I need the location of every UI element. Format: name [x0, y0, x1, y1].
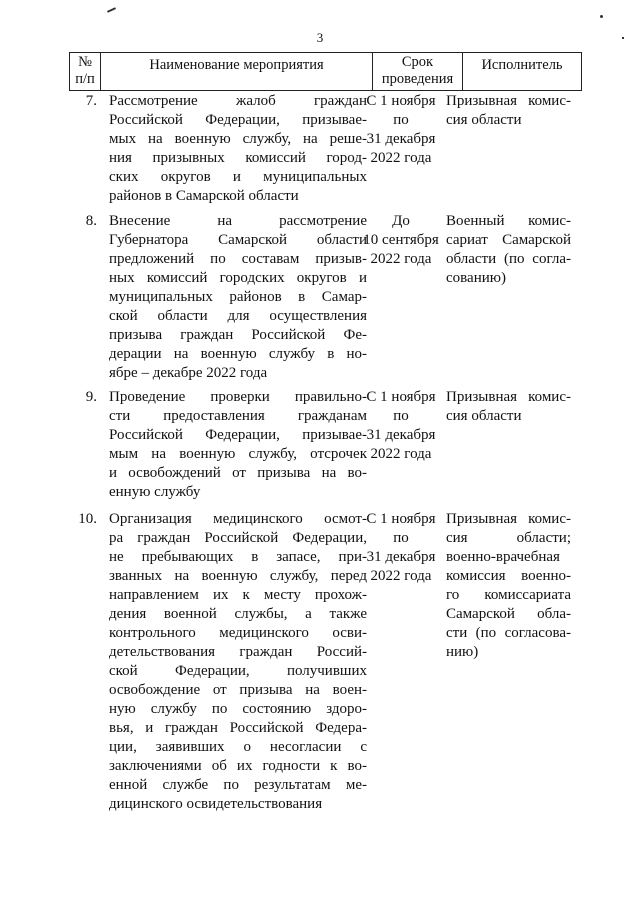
- text-line: С 1 ноября: [366, 93, 436, 109]
- text-line: званных на военную службу, перед: [109, 568, 367, 584]
- text-line: 31 декабря: [366, 549, 436, 565]
- text-line: по: [393, 530, 409, 546]
- header-executor: Исполнитель: [463, 53, 582, 90]
- text-line: С 1 ноября: [366, 389, 436, 405]
- text-line: дицинского освидетельствования: [109, 796, 323, 812]
- text-line: мым на военную службу, отсрочек: [109, 446, 367, 462]
- text-line: сованию): [446, 270, 506, 286]
- text-line: дерации на военную службу в но-: [109, 346, 367, 362]
- text-line: сти предоставления гражданам: [109, 408, 367, 424]
- text-line: Организация медицинского осмот-: [109, 511, 367, 527]
- text-line: 31 декабря: [366, 131, 436, 147]
- row-event-name: [109, 212, 367, 383]
- text-line: ской области для осуществления: [109, 308, 367, 324]
- text-line: сия области: [446, 112, 522, 128]
- scan-mark: [107, 7, 116, 13]
- text-line: направлением их к месту прохож-: [109, 587, 367, 603]
- text-line: 31 декабря: [366, 427, 436, 443]
- text-line: енной службе по результатам ме-: [109, 777, 367, 793]
- text-line: 2022 года: [370, 251, 432, 267]
- text-line: дения военной службы, а также: [109, 606, 367, 622]
- text-line: комиссия военно-: [446, 568, 571, 584]
- text-line: Рассмотрение жалоб граждан: [109, 93, 367, 109]
- row-term: [351, 388, 451, 464]
- text-line: Призывная комис-: [446, 511, 571, 527]
- text-line: области (по согла-: [446, 251, 571, 267]
- row-number: 7.: [85, 93, 97, 109]
- row-executor: [446, 510, 571, 662]
- text-line: До: [392, 213, 410, 229]
- text-line: сия области;: [446, 530, 571, 546]
- row-number: 9.: [85, 389, 97, 405]
- text-line: нию): [446, 644, 479, 660]
- row-number: 8.: [85, 213, 97, 229]
- text-line: сия области: [446, 408, 522, 424]
- text-line: Проведение проверки правильно-: [109, 389, 367, 405]
- row-term: [351, 212, 451, 269]
- text-line: Самарской обла-: [446, 606, 571, 622]
- header-term: Срок проведения: [373, 53, 463, 90]
- text-line: сариат Самарской: [446, 232, 571, 248]
- text-line: Российской Федерации, призывае-: [109, 427, 367, 443]
- text-line: по: [393, 112, 409, 128]
- text-line: 2022 года: [370, 150, 432, 166]
- table-header: [69, 52, 582, 91]
- events-table: [69, 52, 582, 812]
- text-line: призыва граждан Российской Фе-: [109, 327, 367, 343]
- text-line: вья, и граждан Российской Федера-: [109, 720, 367, 736]
- text-line: С 1 ноября: [366, 511, 436, 527]
- text-line: Российской Федерации, призывае-: [109, 112, 367, 128]
- text-line: контрольного медицинского осви-: [109, 625, 367, 641]
- text-line: заключениями об их годности к во-: [109, 758, 367, 774]
- text-line: Призывная комис-: [446, 389, 571, 405]
- text-line: 2022 года: [370, 446, 432, 462]
- text-line: ра граждан Российской Федерации,: [109, 530, 367, 546]
- header-number: № п/п: [69, 53, 101, 90]
- text-line: военно-врачебная: [446, 549, 560, 565]
- text-line: муниципальных районов в Самар-: [109, 289, 367, 305]
- row-number: 10.: [78, 511, 97, 527]
- text-line: ябре – декабре 2022 года: [109, 365, 268, 381]
- text-line: освобождение от призыва на воен-: [109, 682, 367, 698]
- text-line: мых на военную службу, на реше-: [109, 131, 367, 147]
- row-term: [351, 510, 451, 586]
- text-line: 10 сентября: [363, 232, 439, 248]
- text-line: Военный комис-: [446, 213, 571, 229]
- text-line: енную службу: [109, 484, 201, 500]
- text-line: Призывная комис-: [446, 93, 571, 109]
- text-line: ния призывных комиссий город-: [109, 150, 367, 166]
- text-line: районов в Самарской области: [109, 188, 299, 204]
- row-event-name: [109, 92, 367, 206]
- text-line: Внесение на рассмотрение: [109, 213, 367, 229]
- row-event-name: [109, 388, 367, 502]
- row-executor: [446, 212, 571, 288]
- text-line: предложений по составам призыв-: [109, 251, 367, 267]
- text-line: ской Федерации, получивших: [109, 663, 367, 679]
- text-line: ских округов и муниципальных: [109, 169, 367, 185]
- text-line: го комиссариата: [446, 587, 571, 603]
- text-line: ных комиссий городских округов и: [109, 270, 367, 286]
- row-executor: [446, 92, 571, 130]
- text-line: сти (по согласова-: [446, 625, 571, 641]
- text-line: 2022 года: [370, 568, 432, 584]
- row-executor: [446, 388, 571, 426]
- page-number: 3: [316, 30, 324, 45]
- row-term: [351, 92, 451, 168]
- text-line: ную службу по состоянию здоро-: [109, 701, 367, 717]
- row-event-name: [109, 510, 367, 814]
- text-line: ции, заявивших о несогласии с: [109, 739, 367, 755]
- text-line: Губернатора Самарской области: [109, 232, 367, 248]
- header-event-name: Наименование мероприятия: [101, 53, 373, 90]
- text-line: по: [393, 408, 409, 424]
- text-line: не пребывающих в запасе, при-: [109, 549, 367, 565]
- scan-mark: [600, 15, 603, 18]
- text-line: и освобождений от призыва на во-: [109, 465, 367, 481]
- text-line: детельствования граждан Россий-: [109, 644, 367, 660]
